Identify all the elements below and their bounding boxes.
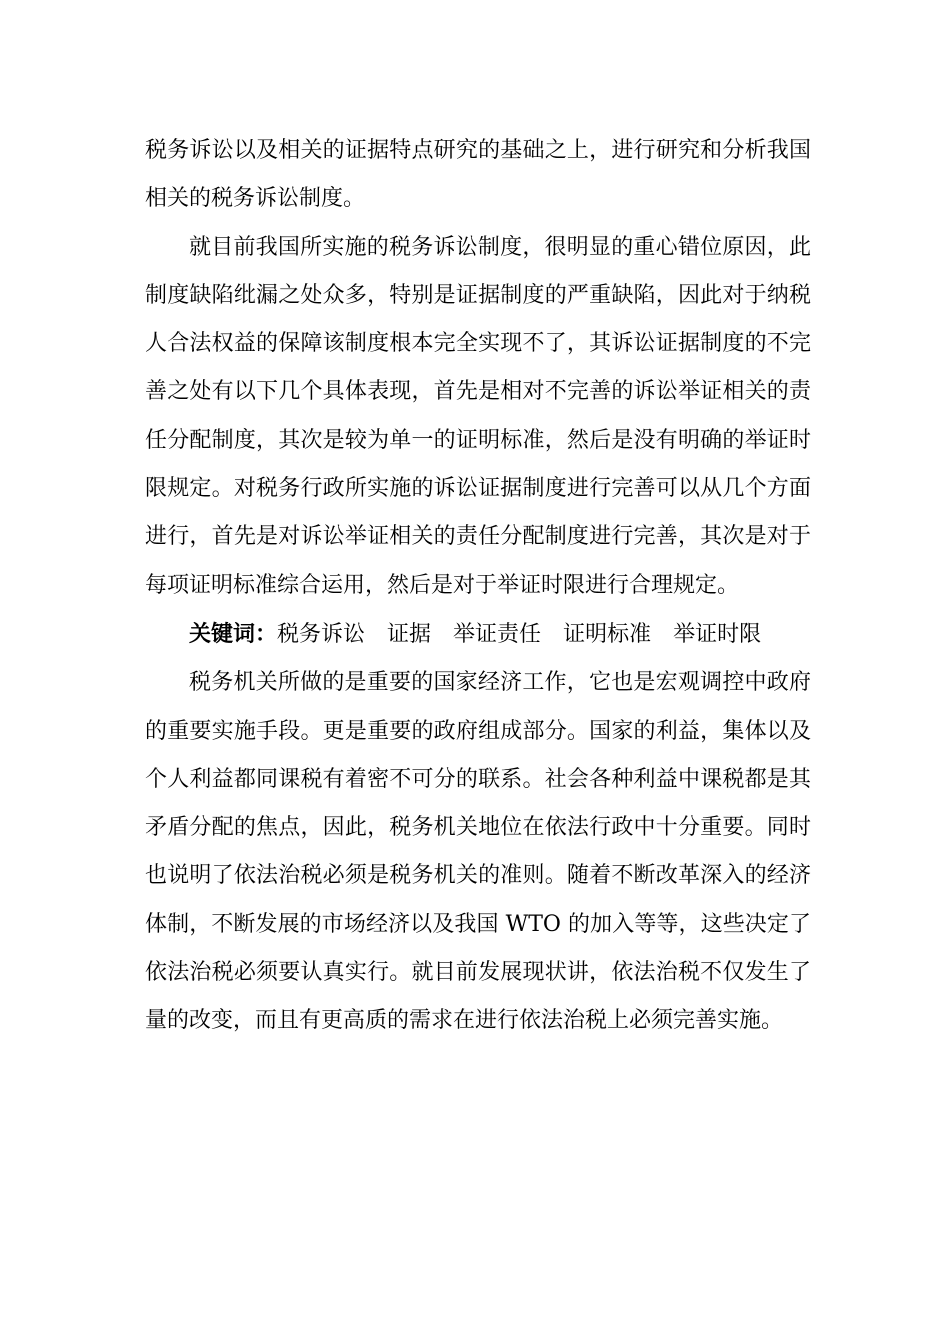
keyword-item: 税务诉讼: [277, 621, 366, 647]
body-paragraph: 税务机关所做的是重要的国家经济工作，它也是宏观调控中政府的重要实施手段。更是重要的政府组成部分。国家的利益，集体以及个人利益都同课税有着密不可分的联系。社会各种利益中课税都是其矛盾分配的焦点，因此，税务机关地位在依法行政中十分重要。同时也说明了依法治税必须是税务机关的准则。随着不断改革深入的经济体制，不断发展的市场经济以及我国 WTO 的加入等等，这些决定了依法治税必须要认真实行。就目前发展现状讲，依法治税不仅发生了量的改变，而且有更高质的需求在进行依法治税上必须完善实施。: [145, 670, 811, 1034]
keyword-item: 证明标准: [563, 621, 652, 647]
continuation-paragraph: 税务诉讼以及相关的证据特点研究的基础之上，进行研究和分析我国相关的税务诉讼制度。: [145, 138, 811, 212]
keywords-label: 关键词：: [189, 620, 278, 647]
keyword-item: 证据: [387, 621, 432, 647]
keyword-item: 举证责任: [453, 621, 542, 647]
keywords-line: [145, 610, 811, 659]
keyword-item: 举证时限: [673, 621, 762, 647]
document-body: [145, 127, 811, 1046]
abstract-paragraph: 就目前我国所实施的税务诉讼制度，很明显的重心错位原因，此制度缺陷纰漏之处众多，特别是证据制度的严重缺陷，因此对于纳税人合法权益的保障该制度根本完全实现不了，其诉讼证据制度的不完善之处有以下几个具体表现，首先是相对不完善的诉讼举证相关的责任分配制度，其次是较为单一的证明标准，然后是没有明确的举证时限规定。对税务行政所实施的诉讼证据制度进行完善可以从几个方面进行，首先是对诉讼举证相关的责任分配制度进行完善，其次是对于每项证明标准综合运用，然后是对于举证时限进行合理规定。: [145, 234, 811, 598]
